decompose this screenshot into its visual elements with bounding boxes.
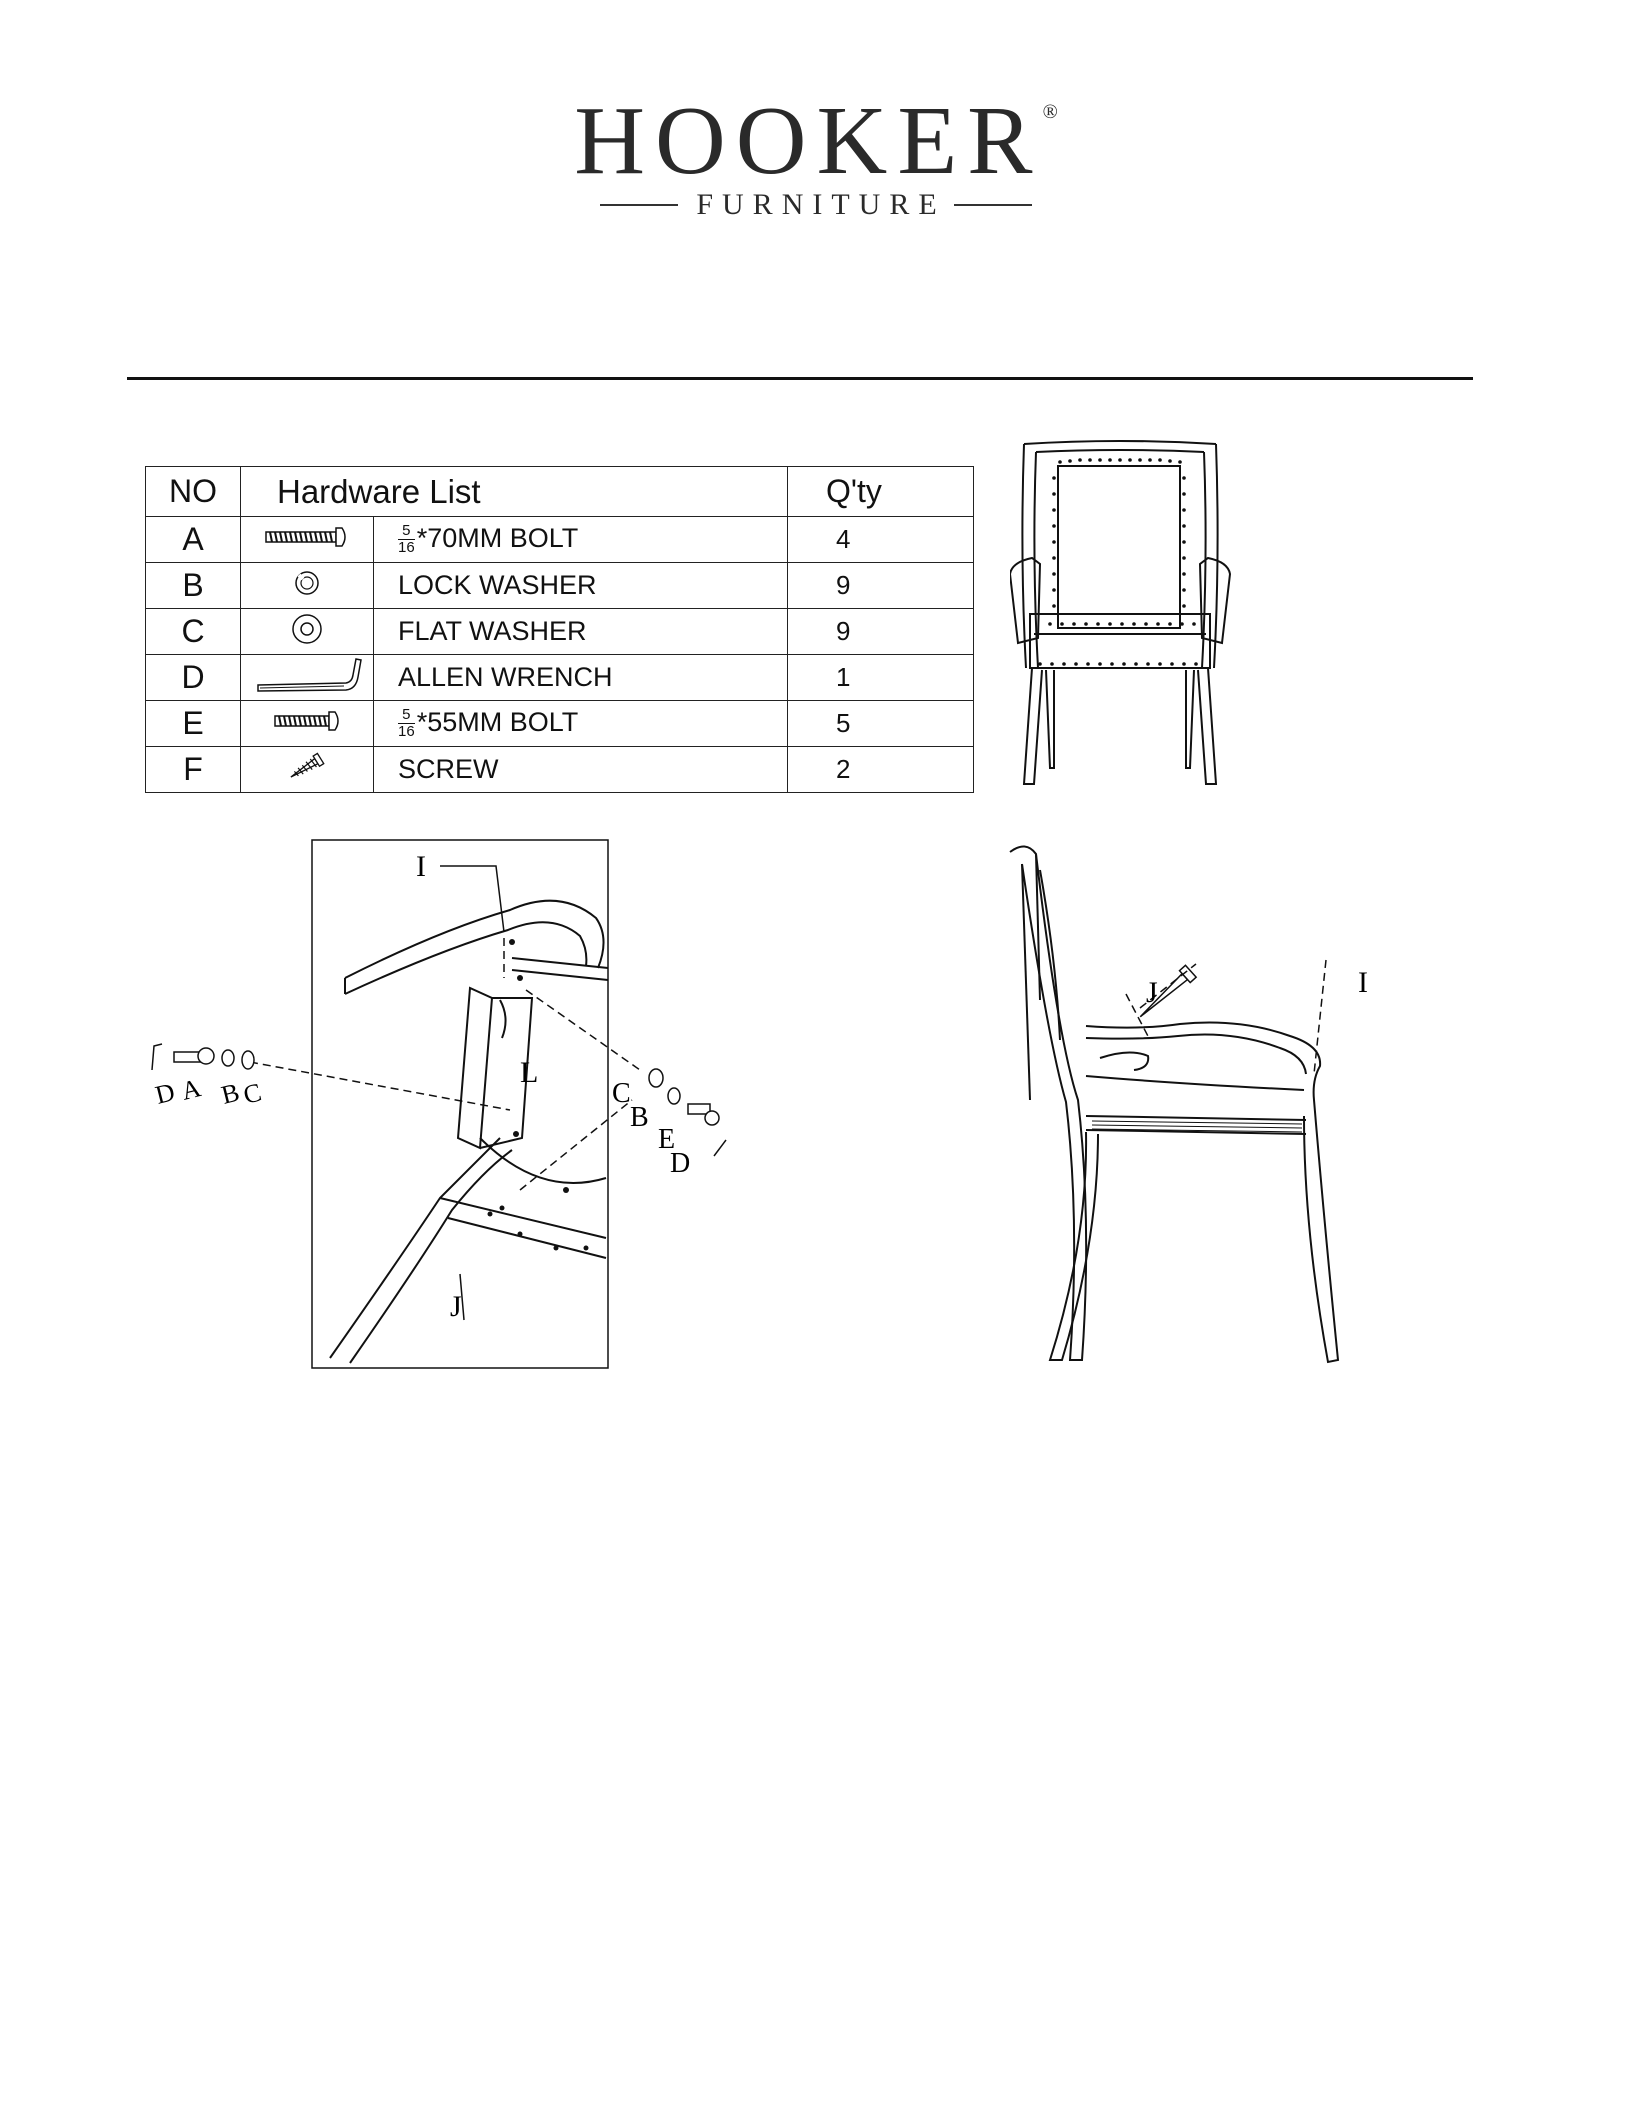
header-no: NO	[146, 467, 241, 517]
table-row	[146, 517, 974, 563]
part-qty: 4	[788, 517, 974, 563]
registered-mark: ®	[1042, 101, 1058, 123]
header-qty: Q'ty	[788, 467, 974, 517]
chair-front-view	[1010, 438, 1240, 798]
part-name: LOCK WASHER	[374, 563, 788, 609]
part-name: *70MM BOLT	[416, 522, 579, 553]
label-leg: J	[450, 1290, 462, 1323]
part-name: FLAT WASHER	[374, 609, 788, 655]
part-qty: 9	[788, 563, 974, 609]
flat-washer-icon	[241, 609, 374, 655]
hw-label-left-4: C	[240, 1077, 265, 1110]
part-name: *55MM BOLT	[416, 706, 579, 737]
logo-subtitle-row	[0, 190, 1632, 220]
brand-logo	[0, 87, 1632, 195]
part-letter: F	[146, 747, 241, 793]
part-qty: 9	[788, 609, 974, 655]
part-letter: A	[146, 517, 241, 563]
part-name: SCREW	[374, 747, 788, 793]
hw-label-right-3: E	[658, 1124, 676, 1155]
logo-subtitle: FURNITURE	[696, 188, 946, 221]
label-arm: I	[1358, 966, 1368, 999]
hw-label-left-2: A	[178, 1073, 204, 1106]
bolt-icon	[241, 517, 374, 563]
hardware-table	[145, 466, 974, 793]
hw-label-right-2: B	[630, 1102, 649, 1133]
hw-label-right-1: C	[612, 1078, 631, 1109]
label-arm: I	[416, 850, 426, 883]
fraction: $\frac{5}{16}$	[398, 705, 415, 740]
part-qty: 5	[788, 701, 974, 747]
header-divider	[127, 377, 1473, 380]
allen-wrench-icon	[241, 655, 374, 701]
hw-label-left-1: D	[152, 1077, 178, 1110]
logo-rule-right	[954, 204, 1032, 206]
part-name: ALLEN WRENCH	[374, 655, 788, 701]
hw-label-left-3: B	[218, 1077, 243, 1110]
hw-label-right-4: D	[670, 1148, 691, 1179]
table-row	[146, 655, 974, 701]
table-row	[146, 747, 974, 793]
bolt-icon	[241, 701, 374, 747]
part-letter: B	[146, 563, 241, 609]
table-row	[146, 563, 974, 609]
part-letter: D	[146, 655, 241, 701]
part-qty: 2	[788, 747, 974, 793]
table-header-row	[146, 467, 974, 517]
header-hardware-list: Hardware List	[241, 467, 788, 517]
label-side-rail: L	[520, 1056, 539, 1089]
assembly-exploded-diagram	[140, 838, 740, 1378]
fraction: $\frac{5}{16}$	[398, 521, 415, 556]
part-letter: C	[146, 609, 241, 655]
logo-rule-left	[600, 204, 678, 206]
lock-washer-icon	[241, 563, 374, 609]
screw-icon	[241, 747, 374, 793]
part-qty: 1	[788, 655, 974, 701]
table-row	[146, 701, 974, 747]
part-letter: E	[146, 701, 241, 747]
chair-side-view	[1000, 840, 1400, 1380]
table-row	[146, 609, 974, 655]
logo-wordmark: HOOKER	[574, 87, 1043, 195]
label-leg: J	[1146, 976, 1158, 1009]
